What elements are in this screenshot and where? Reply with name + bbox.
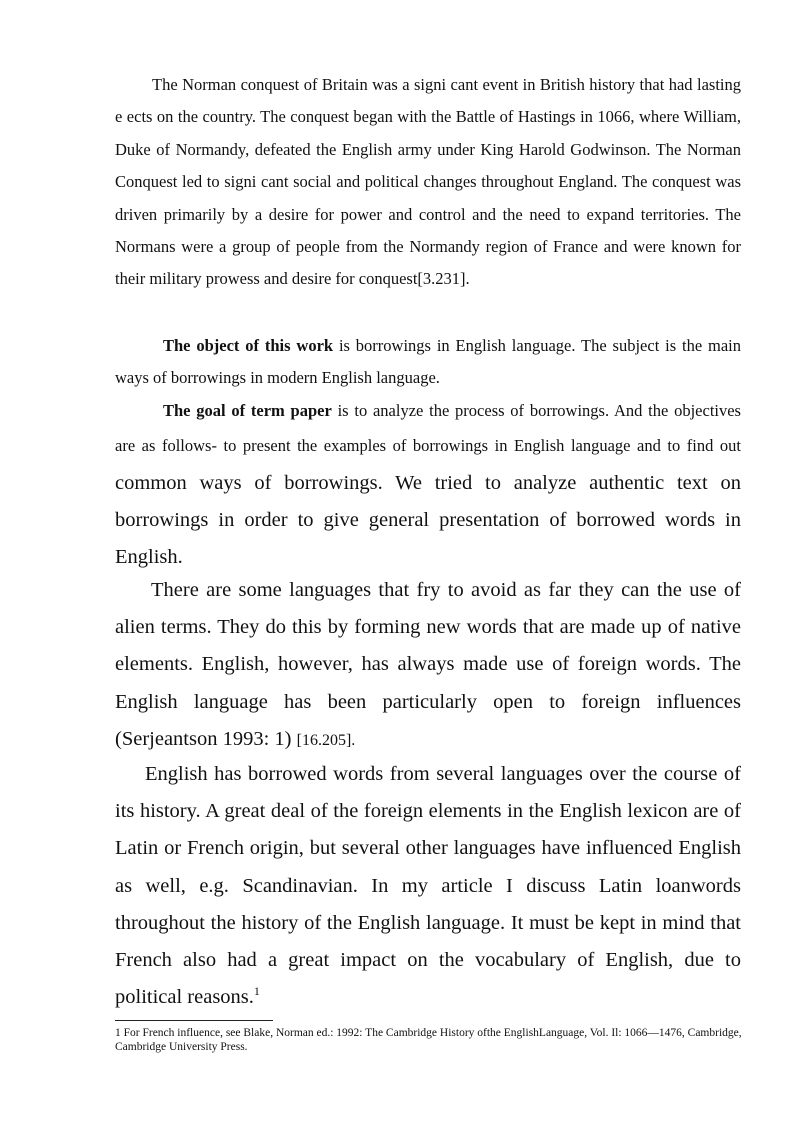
paragraph-goal — [115, 395, 741, 576]
goal-label: The goal of term paper — [163, 401, 332, 420]
latin-loanwords-text: English has borrowed words from several languages over the course of its history. A great deal of the foreign elements in the English lexicon are of Latin or French origin, but several other languages have influenced English as well, e.g. Scandinavian. In my article I discuss Latin loanwords throughout the history of the English language. It must be kept in mind that French also had a great impact on the vocabulary of English, due to political reasons. — [115, 763, 741, 1009]
goal-text-small: is to analyze the process of borrowings. And the objectives are as follows- to present the examples of borrowings in English language and to find out — [115, 401, 741, 456]
footnote-divider — [115, 1020, 273, 1021]
footnote-reference[interactable]: 1 — [253, 984, 260, 999]
citation: [16.205]. — [296, 731, 356, 749]
paragraph-alien-terms — [115, 572, 741, 759]
paragraph-object — [115, 330, 741, 395]
object-label: The object of this work — [163, 336, 334, 355]
footnote: 1 For French influence, see Blake, Norman ed.: 1992: The Cambridge History ofthe EnglishLanguage, Vol. Il: 1066—1476, Cambridge, Cambridge University Press. — [115, 1027, 742, 1053]
paragraph-latin-loanwords — [115, 756, 741, 1016]
paragraph-norman-conquest: The Norman conquest of Britain was a signi cant event in British history that had lasting e ects on the country. The conquest began with the Battle of Hastings in 1066, where William, Duke of Normandy, defeated the English army under King Harold Godwinson. The Norman Conquest led to signi cant social and political changes throughout England. The conquest was driven primarily by a desire for power and control and the need to expand territories. The Normans were a group of people from the Normandy region of France and were known for their military prowess and desire for conquest[3.231]. — [115, 75, 741, 289]
goal-text-large: common ways of borrowings. We tried to analyze authentic text on borrowings in order to give general presentation of borrowed words in English. — [115, 471, 741, 569]
alien-terms-text: There are some languages that fry to avoid as far they can the use of alien terms. They do this by forming new words that are made up of native elements. English, however, has always made use of foreign words. The English language has been particularly open to foreign influences (Serjeantson 1993: 1) — [115, 579, 741, 750]
object-text: is borrowings in English language. The subject is the main ways of borrowings in modern English language. — [115, 336, 741, 388]
